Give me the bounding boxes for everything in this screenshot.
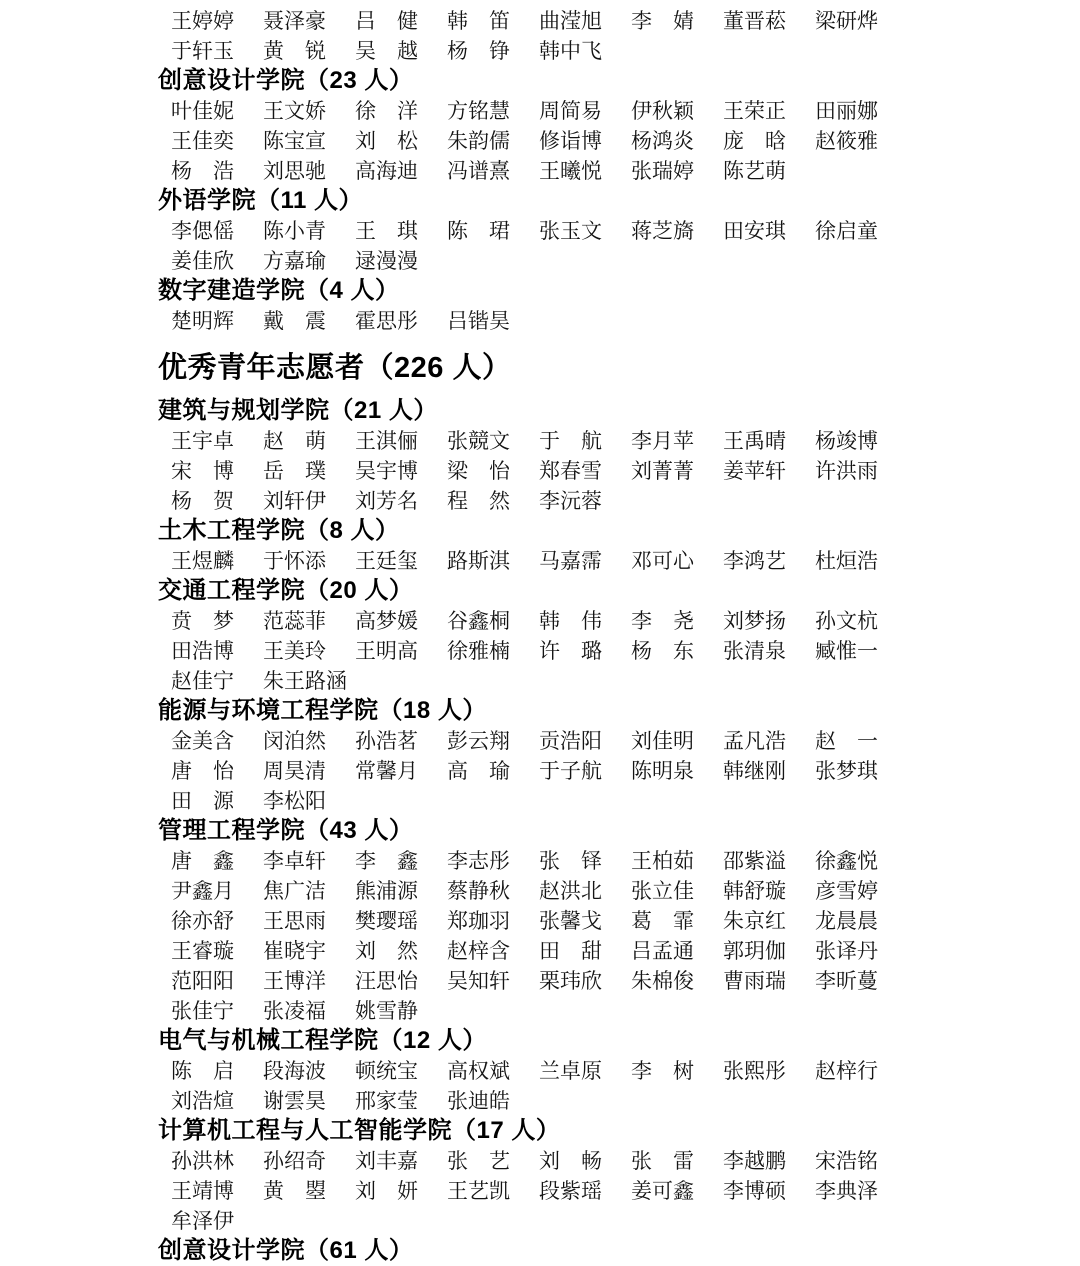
volunteer-name: 李 尧	[631, 609, 694, 633]
volunteer-name: 刘菁菁	[631, 459, 694, 483]
volunteer-name: 赵筱雅	[815, 129, 878, 153]
college-section	[158, 6, 938, 66]
volunteer-name: 贲 梦	[171, 609, 234, 633]
volunteer-name: 李典泽	[815, 1179, 878, 1203]
college-section-header: 能源与环境工程学院（18 人）	[158, 697, 487, 724]
volunteer-name: 曹雨瑞	[723, 969, 786, 993]
volunteer-name: 赵洪北	[539, 879, 602, 903]
volunteer-name: 朱京红	[723, 909, 786, 933]
volunteer-name: 王婷婷	[171, 9, 234, 33]
volunteer-name: 戴 震	[263, 309, 326, 333]
volunteer-name: 焦广洁	[263, 879, 326, 903]
volunteer-name: 刘轩伊	[263, 489, 326, 513]
name-row	[158, 216, 938, 246]
volunteer-name: 刘 然	[355, 939, 418, 963]
volunteer-name: 陈小青	[263, 219, 326, 243]
volunteer-name: 李月苹	[631, 429, 694, 453]
volunteer-name: 邢家莹	[355, 1089, 418, 1113]
volunteer-name: 吕锴昊	[447, 309, 510, 333]
college-section	[158, 396, 938, 516]
volunteer-name: 徐亦舒	[171, 909, 234, 933]
volunteer-name: 张梦琪	[815, 759, 878, 783]
volunteer-name: 聂泽豪	[263, 9, 326, 33]
name-row	[158, 306, 938, 336]
college-section-header: 交通工程学院（20 人）	[158, 577, 414, 604]
name-row	[158, 156, 938, 186]
volunteer-name: 王思雨	[263, 909, 326, 933]
name-row	[158, 726, 938, 756]
college-section-header: 创意设计学院（23 人）	[158, 67, 414, 94]
name-row	[158, 456, 938, 486]
volunteer-name: 臧惟一	[815, 639, 878, 663]
volunteer-name: 张瑞婷	[631, 159, 694, 183]
college-section	[158, 186, 938, 276]
volunteer-name: 高权斌	[447, 1059, 510, 1083]
volunteer-name: 陈 珺	[447, 219, 510, 243]
volunteer-name: 常馨月	[355, 759, 418, 783]
volunteer-name: 王曦悦	[539, 159, 602, 183]
volunteer-name: 程 然	[447, 489, 510, 513]
volunteer-name: 崔晓宇	[263, 939, 326, 963]
college-section-header: 管理工程学院（43 人）	[158, 817, 414, 844]
volunteer-name: 张 艺	[447, 1149, 510, 1173]
volunteer-name: 王艺凯	[447, 1179, 510, 1203]
volunteer-name: 宋浩铭	[815, 1149, 878, 1173]
volunteer-name: 谷鑫桐	[447, 609, 510, 633]
college-section	[158, 66, 938, 186]
volunteer-name: 陈明泉	[631, 759, 694, 783]
volunteer-name: 王禹晴	[723, 429, 786, 453]
volunteer-name: 方嘉瑜	[263, 249, 326, 273]
volunteer-name: 龙晨晨	[815, 909, 878, 933]
volunteer-name: 王煜麟	[171, 549, 234, 573]
volunteer-name: 徐鑫悦	[815, 849, 878, 873]
volunteer-name: 牟泽伊	[171, 1209, 234, 1233]
name-row	[158, 426, 938, 456]
college-section	[158, 816, 938, 1026]
volunteer-name: 唐 鑫	[171, 849, 234, 873]
volunteer-name: 张 铎	[539, 849, 602, 873]
volunteer-name: 张迪皓	[447, 1089, 510, 1113]
name-row	[158, 546, 938, 576]
volunteer-name: 陈宝宣	[263, 129, 326, 153]
volunteer-name: 马嘉霈	[539, 549, 602, 573]
volunteer-name: 刘芳名	[355, 489, 418, 513]
name-row	[158, 786, 938, 816]
name-row	[158, 36, 938, 66]
volunteer-name: 邵紫溢	[723, 849, 786, 873]
volunteer-name: 李 婧	[631, 9, 694, 33]
volunteer-name: 楚明辉	[171, 309, 234, 333]
volunteer-name: 孙文杭	[815, 609, 878, 633]
volunteer-name: 逯漫漫	[355, 249, 418, 273]
name-row	[158, 6, 938, 36]
volunteer-name: 梁 怡	[447, 459, 510, 483]
volunteer-name: 李鸿艺	[723, 549, 786, 573]
college-section	[158, 1236, 938, 1266]
volunteer-name: 王明高	[355, 639, 418, 663]
volunteer-name: 蔡静秋	[447, 879, 510, 903]
name-row	[158, 936, 938, 966]
college-section-header: 外语学院（11 人）	[158, 187, 364, 214]
volunteer-name: 徐 洋	[355, 99, 418, 123]
volunteer-name: 许 璐	[539, 639, 602, 663]
volunteer-name: 李 鑫	[355, 849, 418, 873]
volunteer-name: 庞 晗	[723, 129, 786, 153]
volunteer-name: 田浩博	[171, 639, 234, 663]
volunteer-name: 田丽娜	[815, 99, 878, 123]
volunteer-name: 顿统宝	[355, 1059, 418, 1083]
volunteer-name: 张清泉	[723, 639, 786, 663]
volunteer-name: 郑珈羽	[447, 909, 510, 933]
volunteer-name: 王淇俪	[355, 429, 418, 453]
volunteer-name: 田 甜	[539, 939, 602, 963]
volunteer-name: 王宇卓	[171, 429, 234, 453]
college-section-header: 数字建造学院（4 人）	[158, 277, 400, 304]
volunteer-name: 吴 越	[355, 39, 418, 63]
sections-after-title	[158, 396, 938, 1266]
volunteer-name: 陈艺萌	[723, 159, 786, 183]
volunteer-name: 杨鸿炎	[631, 129, 694, 153]
volunteer-name: 徐雅楠	[447, 639, 510, 663]
volunteer-name: 方铭慧	[447, 99, 510, 123]
name-row	[158, 906, 938, 936]
volunteer-name: 金美含	[171, 729, 234, 753]
name-row	[158, 126, 938, 156]
volunteer-name: 邓可心	[631, 549, 694, 573]
volunteer-name: 姜可鑫	[631, 1179, 694, 1203]
volunteer-name: 霍思彤	[355, 309, 418, 333]
volunteer-name: 吴知轩	[447, 969, 510, 993]
name-row	[158, 1206, 938, 1236]
volunteer-name: 汪思怡	[355, 969, 418, 993]
volunteer-name: 周昊清	[263, 759, 326, 783]
volunteer-name: 贡浩阳	[539, 729, 602, 753]
volunteer-name: 吕孟通	[631, 939, 694, 963]
volunteer-name: 赵佳宁	[171, 669, 234, 693]
volunteer-name: 孙洪林	[171, 1149, 234, 1173]
volunteer-name: 徐启童	[815, 219, 878, 243]
volunteer-name: 王 琪	[355, 219, 418, 243]
volunteer-name: 张佳宁	[171, 999, 234, 1023]
volunteer-name: 张馨戈	[539, 909, 602, 933]
volunteer-name: 周简易	[539, 99, 602, 123]
volunteer-name: 冯谱熹	[447, 159, 510, 183]
page-title: 优秀青年志愿者（226 人）	[158, 352, 512, 384]
volunteer-name: 田安琪	[723, 219, 786, 243]
volunteer-name: 尹鑫月	[171, 879, 234, 903]
volunteer-name: 张熙彤	[723, 1059, 786, 1083]
volunteer-name: 于轩玉	[171, 39, 234, 63]
volunteer-name: 李博硕	[723, 1179, 786, 1203]
volunteer-name: 韩 伟	[539, 609, 602, 633]
volunteer-name: 李沅蓉	[539, 489, 602, 513]
volunteer-name: 宋 博	[171, 459, 234, 483]
college-section-header: 创意设计学院（61 人）	[158, 1237, 414, 1264]
volunteer-name: 孟凡浩	[723, 729, 786, 753]
volunteer-name: 张立佳	[631, 879, 694, 903]
volunteer-name: 梁研烨	[815, 9, 878, 33]
name-row	[158, 756, 938, 786]
volunteer-name: 于子航	[539, 759, 602, 783]
college-section-header: 电气与机械工程学院（12 人）	[158, 1027, 487, 1054]
volunteer-name: 王文娇	[263, 99, 326, 123]
volunteer-name: 李卓轩	[263, 849, 326, 873]
college-section	[158, 1026, 938, 1116]
volunteer-name: 田 源	[171, 789, 234, 813]
volunteer-name: 伊秋颖	[631, 99, 694, 123]
volunteer-name: 王廷玺	[355, 549, 418, 573]
name-row	[158, 666, 938, 696]
volunteer-name: 岳 璞	[263, 459, 326, 483]
volunteer-name: 高海迪	[355, 159, 418, 183]
volunteer-name: 李昕蔓	[815, 969, 878, 993]
volunteer-name: 张玉文	[539, 219, 602, 243]
volunteer-name: 王荣正	[723, 99, 786, 123]
volunteer-name: 刘思驰	[263, 159, 326, 183]
volunteer-name: 闵泊然	[263, 729, 326, 753]
volunteer-name: 张 雷	[631, 1149, 694, 1173]
name-row	[158, 96, 938, 126]
volunteer-name: 刘 妍	[355, 1179, 418, 1203]
volunteer-name: 刘佳明	[631, 729, 694, 753]
name-row	[158, 1176, 938, 1206]
volunteer-name: 修诣博	[539, 129, 602, 153]
name-row	[158, 1086, 938, 1116]
name-row	[158, 846, 938, 876]
volunteer-name: 李松阳	[263, 789, 326, 813]
volunteer-name: 杜烜浩	[815, 549, 878, 573]
volunteer-name: 孙绍奇	[263, 1149, 326, 1173]
volunteer-name: 郭玥伽	[723, 939, 786, 963]
volunteer-name: 张译丹	[815, 939, 878, 963]
volunteer-name: 叶佳妮	[171, 99, 234, 123]
volunteer-name: 吴宇博	[355, 459, 418, 483]
volunteer-name: 王睿璇	[171, 939, 234, 963]
volunteer-name: 张競文	[447, 429, 510, 453]
volunteer-name: 杨竣博	[815, 429, 878, 453]
volunteer-name: 黄 锐	[263, 39, 326, 63]
volunteer-name: 郑春雪	[539, 459, 602, 483]
volunteer-name: 于怀添	[263, 549, 326, 573]
volunteer-name: 韩继刚	[723, 759, 786, 783]
volunteer-name: 栗玮欣	[539, 969, 602, 993]
name-row	[158, 486, 938, 516]
volunteer-name: 李偲傜	[171, 219, 234, 243]
volunteer-name: 姚雪静	[355, 999, 418, 1023]
volunteer-name: 杨 铮	[447, 39, 510, 63]
volunteer-name: 姜佳欣	[171, 249, 234, 273]
volunteer-name: 朱棉俊	[631, 969, 694, 993]
volunteer-name: 陈 启	[171, 1059, 234, 1083]
volunteer-name: 黄 曌	[263, 1179, 326, 1203]
volunteer-name: 范阳阳	[171, 969, 234, 993]
volunteer-name: 路斯淇	[447, 549, 510, 573]
volunteer-name: 唐 怡	[171, 759, 234, 783]
volunteer-name: 刘丰嘉	[355, 1149, 418, 1173]
volunteer-name: 许洪雨	[815, 459, 878, 483]
volunteer-name: 姜苹轩	[723, 459, 786, 483]
volunteer-name: 朱韵儒	[447, 129, 510, 153]
volunteer-name: 孙浩茗	[355, 729, 418, 753]
volunteer-name: 彦雪婷	[815, 879, 878, 903]
volunteer-name: 熊浦源	[355, 879, 418, 903]
volunteer-name: 杨 贺	[171, 489, 234, 513]
volunteer-name: 段海波	[263, 1059, 326, 1083]
volunteer-name: 彭云翔	[447, 729, 510, 753]
volunteer-name: 李志彤	[447, 849, 510, 873]
volunteer-name: 刘 畅	[539, 1149, 602, 1173]
name-row	[158, 1146, 938, 1176]
name-row	[158, 1056, 938, 1086]
college-section-header: 建筑与规划学院（21 人）	[158, 397, 438, 424]
volunteer-name: 曲滢旭	[539, 9, 602, 33]
volunteer-name: 杨 浩	[171, 159, 234, 183]
volunteer-name: 段紫瑶	[539, 1179, 602, 1203]
volunteer-name: 谢雲昊	[263, 1089, 326, 1113]
volunteer-name: 葛 霏	[631, 909, 694, 933]
volunteer-name: 刘梦扬	[723, 609, 786, 633]
name-row	[158, 636, 938, 666]
name-row	[158, 246, 938, 276]
volunteer-name: 刘 松	[355, 129, 418, 153]
college-section	[158, 1116, 938, 1236]
college-section	[158, 576, 938, 696]
volunteer-name: 张凌福	[263, 999, 326, 1023]
volunteer-name: 王柏茹	[631, 849, 694, 873]
volunteer-name: 杨 东	[631, 639, 694, 663]
volunteer-name: 韩中飞	[539, 39, 602, 63]
volunteer-name: 刘浩煊	[171, 1089, 234, 1113]
name-row	[158, 876, 938, 906]
volunteer-name: 范蕊菲	[263, 609, 326, 633]
volunteer-name: 李越鹏	[723, 1149, 786, 1173]
volunteer-name: 于 航	[539, 429, 602, 453]
volunteer-name: 高梦媛	[355, 609, 418, 633]
volunteer-name: 王博洋	[263, 969, 326, 993]
name-row	[158, 606, 938, 636]
college-section	[158, 516, 938, 576]
college-section-header: 计算机工程与人工智能学院（17 人）	[158, 1117, 561, 1144]
volunteer-name: 韩舒璇	[723, 879, 786, 903]
volunteer-name: 韩 笛	[447, 9, 510, 33]
volunteer-name: 赵梓行	[815, 1059, 878, 1083]
college-section	[158, 276, 938, 336]
volunteer-name: 赵 萌	[263, 429, 326, 453]
volunteer-name: 樊璎瑶	[355, 909, 418, 933]
volunteer-name: 赵梓含	[447, 939, 510, 963]
college-section	[158, 696, 938, 816]
volunteer-name: 朱王路涵	[263, 669, 347, 693]
volunteer-name: 吕 健	[355, 9, 418, 33]
name-row	[158, 996, 938, 1026]
volunteer-name: 蒋芝旖	[631, 219, 694, 243]
sections-before-title	[158, 6, 938, 336]
volunteer-name: 董晋菘	[723, 9, 786, 33]
college-section-header: 土木工程学院（8 人）	[158, 517, 400, 544]
volunteer-name: 王靖博	[171, 1179, 234, 1203]
volunteer-name: 王佳奕	[171, 129, 234, 153]
volunteer-name: 李 树	[631, 1059, 694, 1083]
name-row	[158, 966, 938, 996]
volunteer-name: 王美玲	[263, 639, 326, 663]
volunteer-name: 高 瑜	[447, 759, 510, 783]
volunteer-name: 赵 一	[815, 729, 878, 753]
volunteer-name: 兰卓原	[539, 1059, 602, 1083]
